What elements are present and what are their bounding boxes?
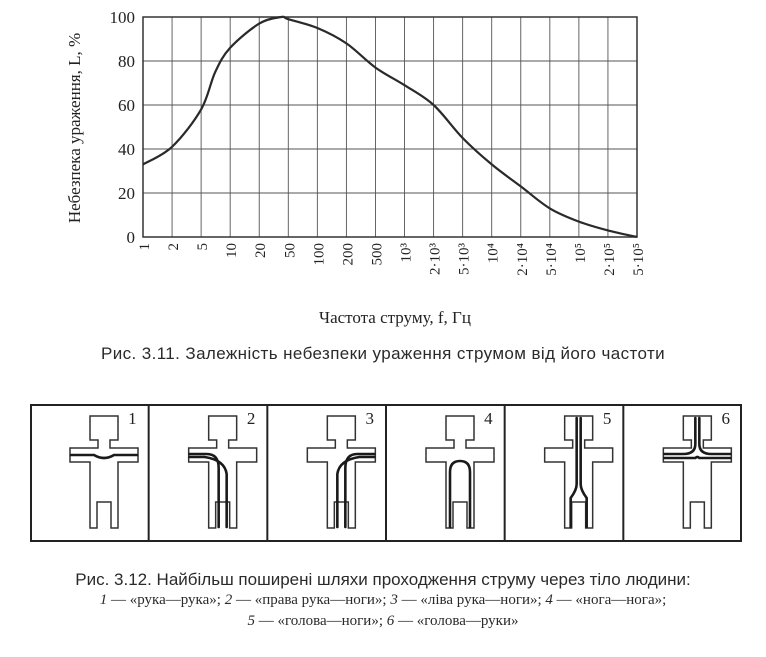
x-tick-label: 5 bbox=[195, 243, 212, 251]
x-tick-label: 50 bbox=[282, 243, 299, 258]
figure-3-11-caption: Рис. 3.11. Залежність небезпеки ураження струмом від його частоти bbox=[100, 344, 666, 363]
panel-number: 2 bbox=[246, 409, 256, 428]
y-tick-label: 40 bbox=[118, 140, 135, 159]
x-tick-label: 200 bbox=[340, 243, 357, 266]
panel-number: 3 bbox=[365, 409, 374, 428]
x-tick-label: 20 bbox=[253, 243, 270, 258]
x-tick-labels bbox=[137, 243, 647, 276]
legend-text: — «рука—рука»; bbox=[107, 592, 225, 608]
panel-5 bbox=[505, 405, 613, 541]
y-tick-labels bbox=[110, 8, 136, 247]
legend-num: 2 bbox=[224, 592, 233, 608]
figure-3-12-legend-line-1 bbox=[0, 590, 766, 611]
figure-3-12-title: Рис. 3.12. Найбільш поширені шляхи проходження струму через тіло людини: bbox=[75, 570, 691, 589]
legend-num: 5 bbox=[247, 613, 256, 629]
panel-2 bbox=[149, 405, 257, 541]
legend-text: — «права рука—ноги»; bbox=[232, 592, 391, 608]
x-tick-label: 10⁴ bbox=[485, 243, 502, 264]
body-outline bbox=[663, 416, 731, 528]
panel-number: 5 bbox=[602, 409, 612, 428]
y-axis-label: Небезпека ураження, L, % bbox=[65, 32, 84, 224]
panel-4 bbox=[386, 405, 494, 541]
legend-text: — «нога—нога»; bbox=[552, 592, 667, 608]
y-tick-label: 100 bbox=[109, 8, 135, 27]
y-tick-label: 80 bbox=[118, 52, 135, 71]
body-outline bbox=[189, 416, 257, 528]
x-tick-label: 2 bbox=[166, 243, 183, 251]
x-tick-label: 2·10⁵ bbox=[601, 243, 618, 276]
legend-num: 4 bbox=[545, 592, 553, 608]
body-outline bbox=[70, 416, 138, 528]
legend-text: — «ліва рука—ноги»; bbox=[397, 592, 546, 608]
legend-text: — «голова—ноги»; bbox=[255, 613, 387, 629]
body-outline bbox=[426, 416, 494, 528]
x-tick-label: 2·10⁴ bbox=[514, 243, 531, 276]
x-tick-label: 10⁵ bbox=[572, 243, 589, 264]
x-tick-label: 5·10⁴ bbox=[543, 243, 560, 276]
y-tick-label: 60 bbox=[118, 96, 135, 115]
y-tick-label: 20 bbox=[118, 184, 135, 203]
panel-1 bbox=[70, 409, 138, 528]
body-outline bbox=[545, 416, 613, 528]
plot-frame bbox=[143, 17, 637, 237]
panel-number: 6 bbox=[721, 409, 730, 428]
figure-3-12-caption bbox=[0, 570, 766, 632]
panel-number: 1 bbox=[128, 409, 137, 428]
panel-6 bbox=[623, 405, 731, 541]
x-tick-label: 10³ bbox=[398, 243, 415, 263]
current-path-line bbox=[664, 457, 730, 458]
x-tick-label: 5·10³ bbox=[456, 243, 473, 275]
panel-number: 4 bbox=[484, 409, 493, 428]
body-outline bbox=[307, 416, 375, 528]
x-tick-label: 10 bbox=[224, 243, 241, 258]
legend-text: — «голова—руки» bbox=[394, 613, 519, 629]
x-tick-label: 5·10⁵ bbox=[631, 243, 647, 276]
current-paths-figure bbox=[30, 404, 742, 542]
x-tick-label: 500 bbox=[369, 243, 386, 266]
series-line-L bbox=[143, 17, 637, 237]
legend-num: 1 bbox=[99, 592, 108, 608]
x-tick-label: 100 bbox=[311, 243, 328, 266]
legend-num: 6 bbox=[386, 613, 395, 629]
figure-3-12-legend-line-2 bbox=[0, 611, 766, 632]
panel-3 bbox=[267, 405, 375, 541]
y-tick-label: 0 bbox=[126, 228, 135, 247]
x-tick-label: 1 bbox=[137, 243, 153, 251]
x-axis-label: Частота струму, f, Гц bbox=[319, 308, 471, 327]
legend-num: 3 bbox=[390, 592, 398, 608]
x-tick-label: 2·10³ bbox=[427, 243, 444, 275]
chart-grid bbox=[143, 17, 637, 237]
